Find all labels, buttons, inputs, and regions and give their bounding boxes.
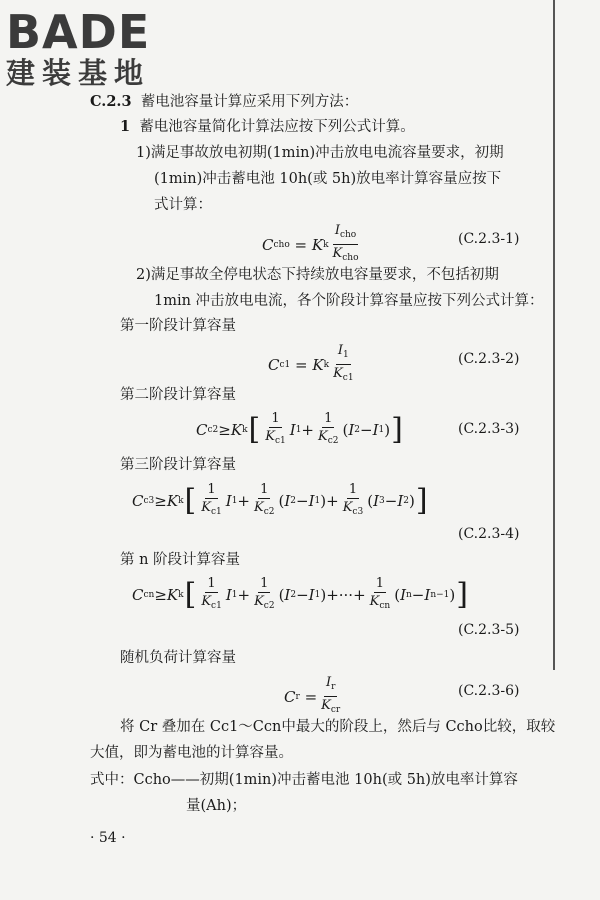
label-stage-3: 第三阶段计算容量 (120, 457, 236, 473)
bade-logo (6, 6, 174, 88)
item-1-text: 蓄电池容量简化计算法应按下列公式计算。 (139, 119, 415, 135)
para2-line2: 1min 冲击放电电流，各个阶段计算容量应按下列公式计算： (154, 293, 544, 309)
label-stage-2: 第二阶段计算容量 (120, 387, 236, 403)
equation-c231: C cho = K k $\frac{I_{cho}}{K_{cho}}$ (262, 223, 359, 263)
label-stage-1: 第一阶段计算容量 (120, 318, 236, 334)
equation-c234: C c3 ≥ K k [ $\frac{1}{K_{c1}}$ I 1 + $\frac{1}{K_{c2}}$ ( I 2 − I 1 )+ $\frac{1}{K_{c3}}$ ( I 3 − I 2 ) ] (132, 482, 428, 518)
section-heading (90, 92, 358, 112)
equation-c235: C cn ≥ K k [ $\frac{1}{K_{c1}}$ I 1 + $\frac{1}{K_{c2}}$ ( I 2 − I 1 )+···+ $\frac{1}{K_{cn}}$ ( I n − I n−1 ) ] (132, 576, 468, 612)
equation-c232: C c1 = K k $\frac{I_1}{K_{c1}}$ (268, 343, 354, 383)
section-title: 蓄电池容量计算应采用下列方法： (140, 94, 359, 110)
equation-c233: C c2 ≥ K k [ $\frac{1}{K_{c1}}$ I 1 + $\frac{1}{K_{c2}}$ ( I 2 − I 1 ) ] (196, 411, 403, 447)
eq-number-2: (C.2.3-2) (458, 351, 520, 367)
conclusion-line2: 大值，即为蓄电池的计算容量。 (90, 745, 293, 761)
where-line2: 量(Ah)； (186, 798, 247, 814)
item-1-number: 1 (120, 118, 131, 135)
binding-margin-line (553, 0, 555, 670)
label-random-load: 随机负荷计算容量 (120, 650, 236, 666)
page-number: · 54 · (90, 830, 126, 846)
para1-line2: (1min)冲击蓄电池 10h(或 5h)放电率计算容量应按下 (154, 171, 502, 187)
para2-line1: 2)满足事故全停电状态下持续放电容量要求，不包括初期 (136, 267, 499, 283)
para1-line3: 式计算： (154, 197, 212, 213)
item-1 (120, 117, 415, 137)
para1-line1: 1)满足事故放电初期(1min)冲击放电电流容量要求，初期 (136, 145, 504, 161)
section-number: C.2.3 (90, 93, 132, 110)
logo-subtitle: 建装基地 (6, 56, 151, 90)
eq-number-4: (C.2.3-4) (458, 526, 520, 542)
conclusion-line1: 将 Cr 叠加在 Cc1～Ccn中最大的阶段上，然后与 Ccho比较，取较 (120, 719, 556, 735)
eq-number-6: (C.2.3-6) (458, 683, 520, 699)
eq-number-3: (C.2.3-3) (458, 421, 520, 437)
where-line1: 式中：Ccho——初期(1min)冲击蓄电池 10h(或 5h)放电率计算容 (90, 772, 518, 788)
label-stage-n: 第 n 阶段计算容量 (120, 552, 241, 568)
eq-number-5: (C.2.3-5) (458, 622, 520, 638)
equation-c236: C r = $\frac{I_r}{K_{cr}}$ (284, 675, 341, 715)
eq-number-1: (C.2.3-1) (458, 231, 520, 247)
logo-brand: BADE (6, 5, 151, 59)
